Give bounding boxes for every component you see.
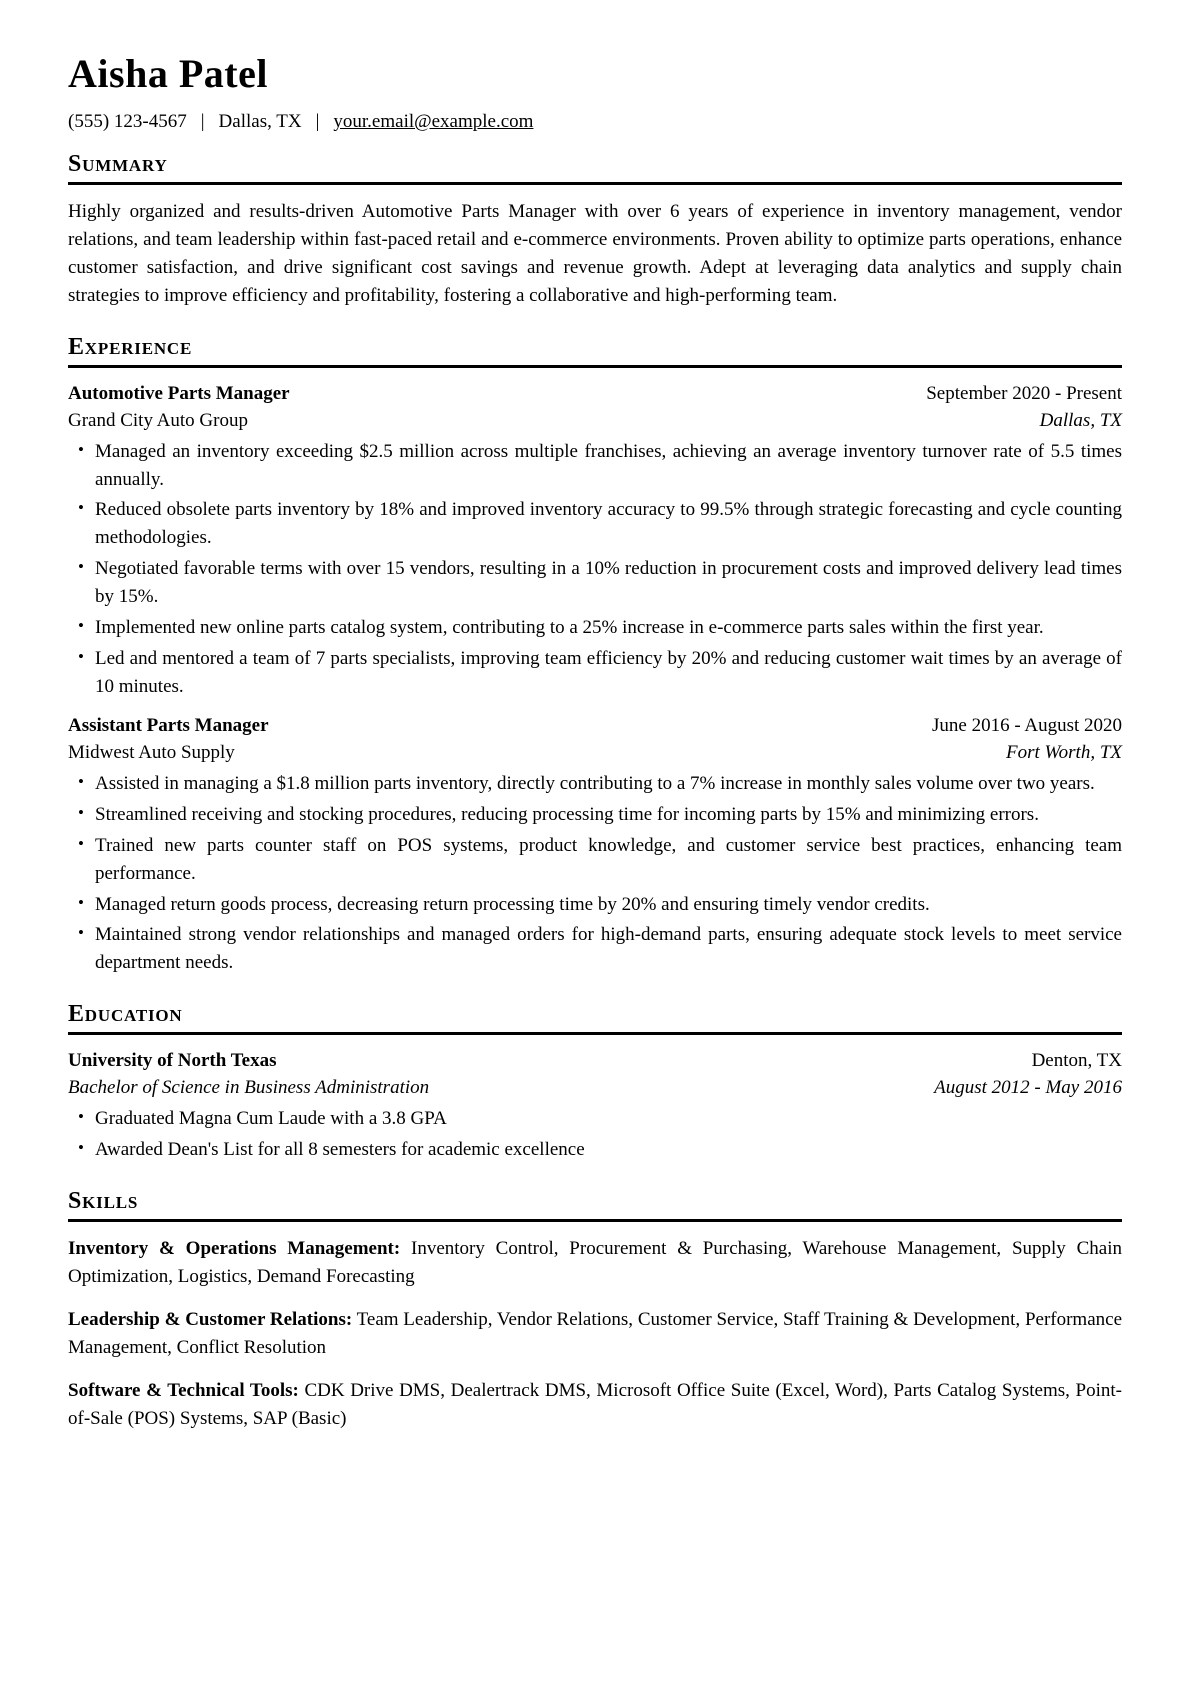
experience-heading: Experience (68, 334, 1122, 368)
skills-heading: Skills (68, 1188, 1122, 1222)
skill-group (68, 1306, 1122, 1362)
job-bullet: • Implemented new online parts catalog system, contributing to a 25% increase in e-commerce parts sales within the first year. (68, 614, 1122, 642)
skill-group-items: CDK Drive DMS, Dealertrack DMS, Microsoft Office Suite (Excel, Word), Parts Catalog Systems, Point-of-Sale (POS) Systems, SAP (Basic) (68, 1379, 1122, 1429)
person-name: Aisha Patel (68, 51, 268, 96)
job-entry (68, 713, 1122, 977)
email-link[interactable]: your.email@example.com (333, 111, 534, 132)
education-entry (68, 1048, 1122, 1164)
school-location: Denton, TX (1031, 1050, 1122, 1072)
education-dates: August 2012 - May 2016 (934, 1077, 1122, 1099)
education-heading: Education (68, 1001, 1122, 1035)
company-name: Midwest Auto Supply (68, 741, 235, 763)
job-header-row (68, 713, 1122, 740)
job-location: Dallas, TX (1039, 409, 1122, 431)
skill-group (68, 1377, 1122, 1433)
job-title: Automotive Parts Manager (68, 382, 290, 404)
section-experience (68, 334, 1122, 978)
job-bullet: • Managed return goods process, decreasing return processing time by 20% and ensuring timely vendor credits. (68, 891, 1122, 919)
skill-group (68, 1235, 1122, 1291)
job-subheader-row (68, 740, 1122, 767)
skill-group-items: Team Leadership, Vendor Relations, Customer Service, Staff Training & Development, Performance Management, Conflict Resolution (68, 1308, 1123, 1358)
job-bullet: • Assisted in managing a $1.8 million parts inventory, directly contributing to a 7% increase in monthly sales volume over two years. (68, 770, 1122, 798)
education-bullet: • Graduated Magna Cum Laude with a 3.8 GPA (68, 1105, 1122, 1133)
job-dates: September 2020 - Present (926, 382, 1122, 404)
job-bullet: • Streamlined receiving and stocking procedures, reducing processing time for incoming parts by 15% and minimizing errors. (68, 801, 1122, 829)
job-subheader-row (68, 408, 1122, 435)
job-bullet: • Negotiated favorable terms with over 15 vendors, resulting in a 10% reduction in procurement costs and improved delivery lead times by 15%. (68, 555, 1122, 611)
section-summary (68, 151, 1122, 310)
job-bullet-list (68, 770, 1122, 977)
job-header-row (68, 381, 1122, 408)
summary-heading: Summary (68, 151, 1122, 185)
job-bullet: • Maintained strong vendor relationships and managed orders for high-demand parts, ensuring adequate stock levels to meet service department needs. (68, 921, 1122, 977)
summary-text: Highly organized and results-driven Automotive Parts Manager with over 6 years of experience in inventory management, vendor relations, and team leadership within fast-paced retail and e-commerce environments. Proven ability to optimize parts operations, enhance customer satisfaction, and drive significant cost savings and revenue growth. Adept at leveraging data analytics and supply chain strategies to improve efficiency and profitability, fostering a collaborative and high-performing team. (68, 201, 1122, 306)
job-bullet: • Managed an inventory exceeding $2.5 million across multiple franchises, achieving an average inventory turnover rate of 5.5 times annually. (68, 438, 1122, 494)
job-title: Assistant Parts Manager (68, 714, 269, 736)
contact-divider: | (315, 111, 320, 132)
skill-group-label: Leadership & Customer Relations: (68, 1308, 353, 1330)
job-entry (68, 381, 1122, 701)
education-header-row (68, 1048, 1122, 1075)
skill-group-items: Inventory Control, Procurement & Purchasing, Warehouse Management, Supply Chain Optimization, Logistics, Demand Forecasting (68, 1238, 1122, 1288)
contact-divider: | (200, 111, 205, 132)
school-name: University of North Texas (68, 1050, 277, 1072)
education-subheader-row (68, 1075, 1122, 1102)
section-education (68, 1001, 1122, 1164)
job-bullet: • Trained new parts counter staff on POS systems, product knowledge, and customer service best practices, enhancing team performance. (68, 832, 1122, 888)
degree-name: Bachelor of Science in Business Administration (68, 1077, 430, 1099)
phone-number: (555) 123-4567 (68, 111, 187, 132)
location-text: Dallas, TX (218, 111, 302, 132)
job-dates: June 2016 - August 2020 (932, 714, 1122, 736)
skill-group-label: Inventory & Operations Management: (68, 1238, 401, 1260)
job-bullet: • Reduced obsolete parts inventory by 18% and improved inventory accuracy to 99.5% through strategic forecasting and cycle counting methodologies. (68, 496, 1122, 552)
job-bullet: • Led and mentored a team of 7 parts specialists, improving team efficiency by 20% and reducing customer wait times by an average of 10 minutes. (68, 645, 1122, 701)
job-bullet-list (68, 438, 1122, 701)
section-skills (68, 1188, 1122, 1433)
education-bullet-list (68, 1105, 1122, 1164)
skill-group-label: Software & Technical Tools: (68, 1379, 299, 1401)
company-name: Grand City Auto Group (68, 409, 248, 431)
contact-line (68, 111, 1122, 133)
education-bullet: • Awarded Dean's List for all 8 semesters for academic excellence (68, 1136, 1122, 1164)
job-location: Fort Worth, TX (1006, 741, 1122, 763)
